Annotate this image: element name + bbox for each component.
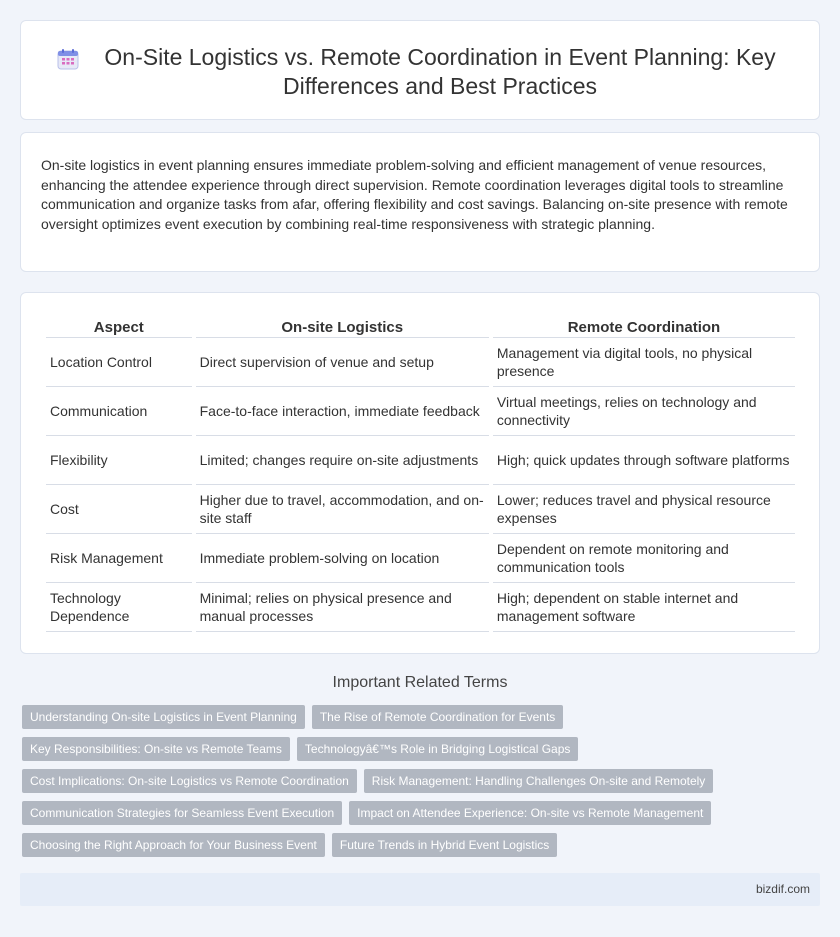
table-cell: Risk Management [46,534,192,583]
table-row [46,387,795,436]
related-term-link[interactable]: Risk Management: Handling Challenges On-site and Remotely [364,769,714,793]
table-cell: Cost [46,485,192,534]
table-cell: Higher due to travel, accommodation, and on-site staff [196,485,489,534]
table-cell: Dependent on remote monitoring and communication tools [493,534,795,583]
table-cell: Limited; changes require on-site adjustments [196,436,489,485]
table-row [46,436,795,485]
table-row [46,583,795,632]
related-term-link[interactable]: Impact on Attendee Experience: On-site vs Remote Management [349,801,711,825]
table-cell: Virtual meetings, relies on technology and connectivity [493,387,795,436]
table-cell: Management via digital tools, no physical presence [493,338,795,387]
table-cell: Flexibility [46,436,192,485]
page-title: On-Site Logistics vs. Remote Coordination in Event Planning: Key Differences and Best Practices [104,44,776,99]
footer [20,873,820,906]
related-term-link[interactable]: Key Responsibilities: On-site vs Remote Teams [22,737,290,761]
related-term-link[interactable]: Technologyâ€™s Role in Bridging Logistical Gaps [297,737,578,761]
related-term-link[interactable]: Choosing the Right Approach for Your Business Event [22,833,325,857]
table-cell: Location Control [46,338,192,387]
related-terms-heading: Important Related Terms [332,674,508,691]
related-terms-list [22,705,822,865]
table-cell: Technology Dependence [46,583,192,632]
related-term-link[interactable]: The Rise of Remote Coordination for Events [312,705,563,729]
title-card [20,20,820,120]
comparison-table [42,316,799,632]
table-row [46,338,795,387]
comparison-card [20,292,820,654]
table-row [46,485,795,534]
table-header-row [46,316,795,338]
table-cell: High; dependent on stable internet and management software [493,583,795,632]
intro-text: On-site logistics in event planning ensures immediate problem-solving and efficient management of venue resources, enhancing the attendee experience through direct supervision. Remote coordination leverages digital tools to streamline communication and organize tasks from afar, offering flexibility and cost savings. Balancing on-site presence with remote oversight optimizes event execution by combining real-time responsiveness with strategic planning. [41,157,788,232]
header-aspect: Aspect [46,316,192,338]
table-cell: High; quick updates through software platforms [493,436,795,485]
intro-card [20,132,820,272]
table-cell: Direct supervision of venue and setup [196,338,489,387]
table-cell: Communication [46,387,192,436]
table-row [46,534,795,583]
related-term-link[interactable]: Future Trends in Hybrid Event Logistics [332,833,557,857]
related-term-link[interactable]: Communication Strategies for Seamless Event Execution [22,801,342,825]
related-term-link[interactable]: Cost Implications: On-site Logistics vs Remote Coordination [22,769,357,793]
table-cell: Immediate problem-solving on location [196,534,489,583]
table-cell: Face-to-face interaction, immediate feedback [196,387,489,436]
table-cell: Lower; reduces travel and physical resource expenses [493,485,795,534]
header-onsite: On-site Logistics [196,316,489,338]
footer-site-link[interactable]: bizdif.com [755,882,810,896]
table-cell: Minimal; relies on physical presence and manual processes [196,583,489,632]
header-remote: Remote Coordination [493,316,795,338]
related-term-link[interactable]: Understanding On-site Logistics in Event Planning [22,705,305,729]
